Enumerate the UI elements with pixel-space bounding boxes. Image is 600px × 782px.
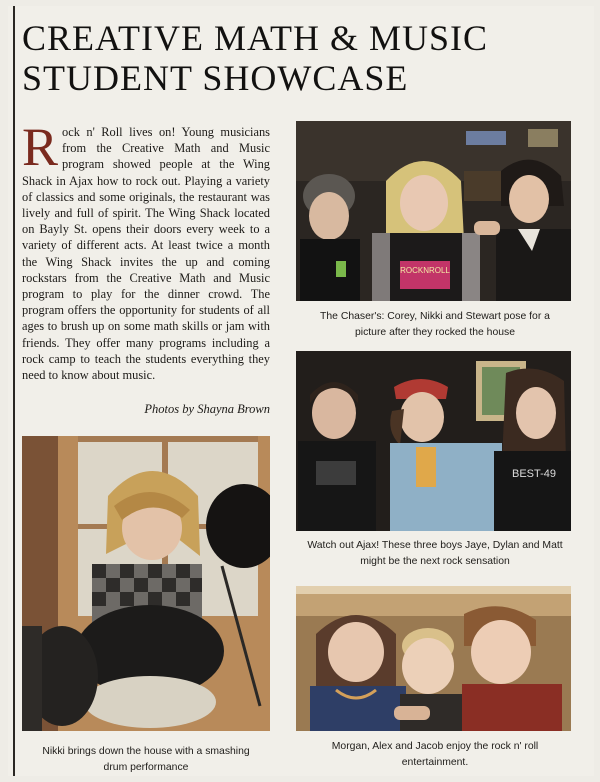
photo-kids [296, 586, 571, 731]
drop-cap: R [22, 117, 59, 177]
article-text: ock n' Roll lives on! Young musicians from the Creative Math and Music program showed people at the Wing Shack in Ajax how to rock out. Playing a variety of classics and some originals, the restaurant was lively and full of spirit. The Wing Shack located on Bayly St. opens their doors every week to a variety of different acts. At least twice a month the Wing Shack invites the up and coming rockstars from the Creative Math and Music program to play for the dinner crowd. The program offers the opportunity for students of all ages to brush up on some math skills or jam with friends. They offer many programs including a rock camp to teach the students everything they need to know about music. [22, 125, 270, 383]
headline: CREATIVE MATH & MUSIC STUDENT SHOWCASE [22, 18, 489, 98]
photo-credit: Photos by Shayna Brown [144, 402, 270, 416]
shirt-text-chasers: ROCKNROLL [400, 266, 450, 275]
caption-kids: Morgan, Alex and Jacob enjoy the rock n' roll entertainment. [331, 741, 539, 768]
article-body [22, 117, 270, 383]
photo-chasers [296, 121, 571, 301]
caption-three-boys: Watch out Ajax! These three boys Jaye, Dylan and Matt might be the next rock sensation [307, 540, 563, 567]
caption-chasers: The Chaser's: Corey, Nikki and Stewart pose for a picture after they rocked the house [320, 311, 550, 338]
photo-three-boys [296, 351, 571, 531]
photo-drummer [22, 436, 270, 731]
caption-drummer: Nikki brings down the house with a smashing drum performance [42, 746, 250, 773]
page-left-rule [13, 6, 15, 776]
shirt-text-three-boys: BEST-49 [511, 468, 557, 480]
magazine-page [8, 6, 594, 776]
